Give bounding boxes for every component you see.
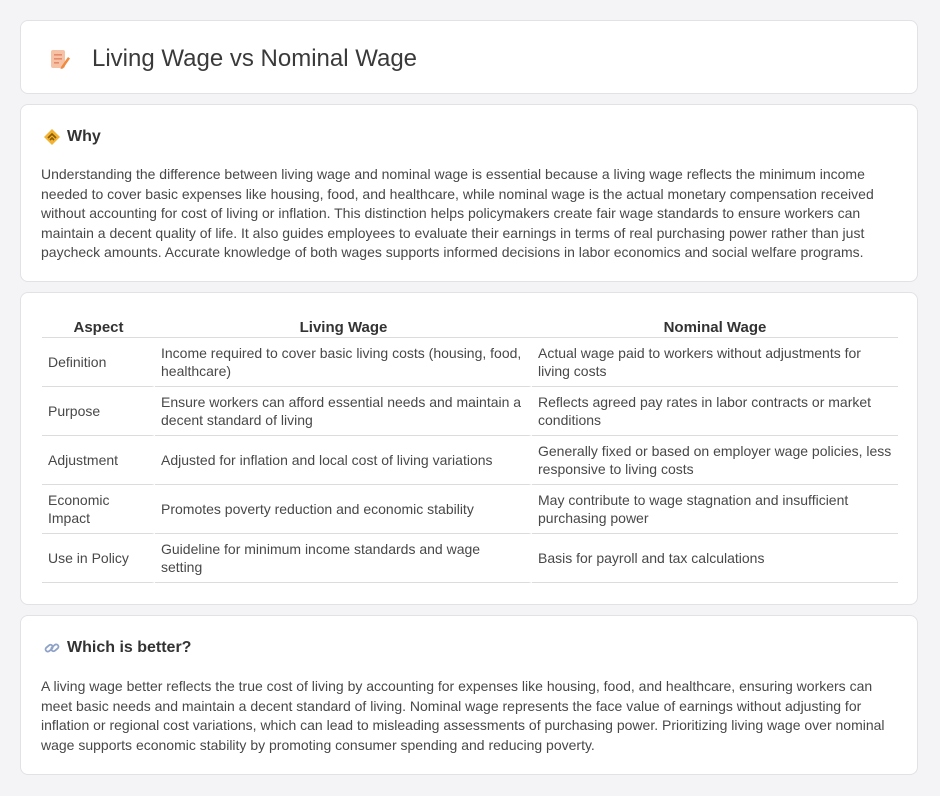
document-pencil-icon bbox=[47, 47, 71, 71]
aspect-cell: Economic Impact bbox=[42, 485, 155, 534]
why-section bbox=[20, 104, 918, 282]
comparison-table-card bbox=[20, 292, 918, 605]
aspect-cell: Use in Policy bbox=[42, 534, 155, 583]
nominal-wage-cell: Basis for payroll and tax calculations bbox=[532, 534, 898, 583]
better-heading: Which is better? bbox=[67, 639, 192, 656]
diamond-arrows-icon bbox=[43, 128, 61, 146]
comparison-table bbox=[42, 315, 898, 583]
living-wage-cell: Promotes poverty reduction and economic stability bbox=[155, 485, 532, 534]
better-header bbox=[43, 638, 191, 658]
living-wage-cell: Ensure workers can afford essential needs and maintain a decent standard of living bbox=[155, 387, 532, 436]
why-heading: Why bbox=[67, 128, 101, 145]
page-title: Living Wage vs Nominal Wage bbox=[92, 45, 418, 72]
title-card bbox=[20, 20, 918, 94]
nominal-wage-cell: Generally fixed or based on employer wage policies, less responsive to living costs bbox=[532, 436, 898, 485]
which-is-better-section bbox=[20, 615, 918, 775]
link-icon bbox=[43, 639, 61, 657]
header-living-wage: Living Wage bbox=[155, 315, 532, 338]
why-text: Understanding the difference between living wage and nominal wage is essential because a living wage reflects the minimum income needed to cover basic expenses like housing, food, and healthcare, while nominal wage is the actual monetary compensation received without accounting for cost of living or inflation. This distinction helps policymakers create fair wage standards to ensure workers can maintain a decent quality of life. It also guides employees to evaluate their earnings in terms of real purchasing power rather than just paycheck amounts. Accurate knowledge of both wages supports informed decisions in labor economics and social welfare programs. bbox=[41, 166, 874, 261]
why-header bbox=[43, 127, 101, 147]
nominal-wage-cell: May contribute to wage stagnation and insufficient purchasing power bbox=[532, 485, 898, 534]
table-header-row bbox=[42, 315, 898, 338]
header-nominal-wage: Nominal Wage bbox=[532, 315, 898, 338]
nominal-wage-cell: Reflects agreed pay rates in labor contracts or market conditions bbox=[532, 387, 898, 436]
table-row bbox=[42, 338, 898, 387]
living-wage-cell: Adjusted for inflation and local cost of living variations bbox=[155, 436, 532, 485]
living-wage-cell: Income required to cover basic living costs (housing, food, healthcare) bbox=[155, 338, 532, 387]
aspect-cell: Definition bbox=[42, 338, 155, 387]
table-row bbox=[42, 485, 898, 534]
aspect-cell: Adjustment bbox=[42, 436, 155, 485]
header-aspect: Aspect bbox=[42, 315, 155, 338]
table-row bbox=[42, 436, 898, 485]
better-text: A living wage better reflects the true cost of living by accounting for expenses like housing, food, and healthcare, ensuring workers can meet basic needs and maintain a decent standard of living. Nominal wage represents the face value of earnings without adjusting for inflation or regional cost variations, which can lead to misleading assessments of purchasing power. Prioritizing living wage over nominal wage supports economic stability by promoting consumer spending and reducing poverty. bbox=[41, 678, 885, 753]
table-row bbox=[42, 387, 898, 436]
aspect-cell: Purpose bbox=[42, 387, 155, 436]
nominal-wage-cell: Actual wage paid to workers without adjustments for living costs bbox=[532, 338, 898, 387]
living-wage-cell: Guideline for minimum income standards and wage setting bbox=[155, 534, 532, 583]
table-row bbox=[42, 534, 898, 583]
